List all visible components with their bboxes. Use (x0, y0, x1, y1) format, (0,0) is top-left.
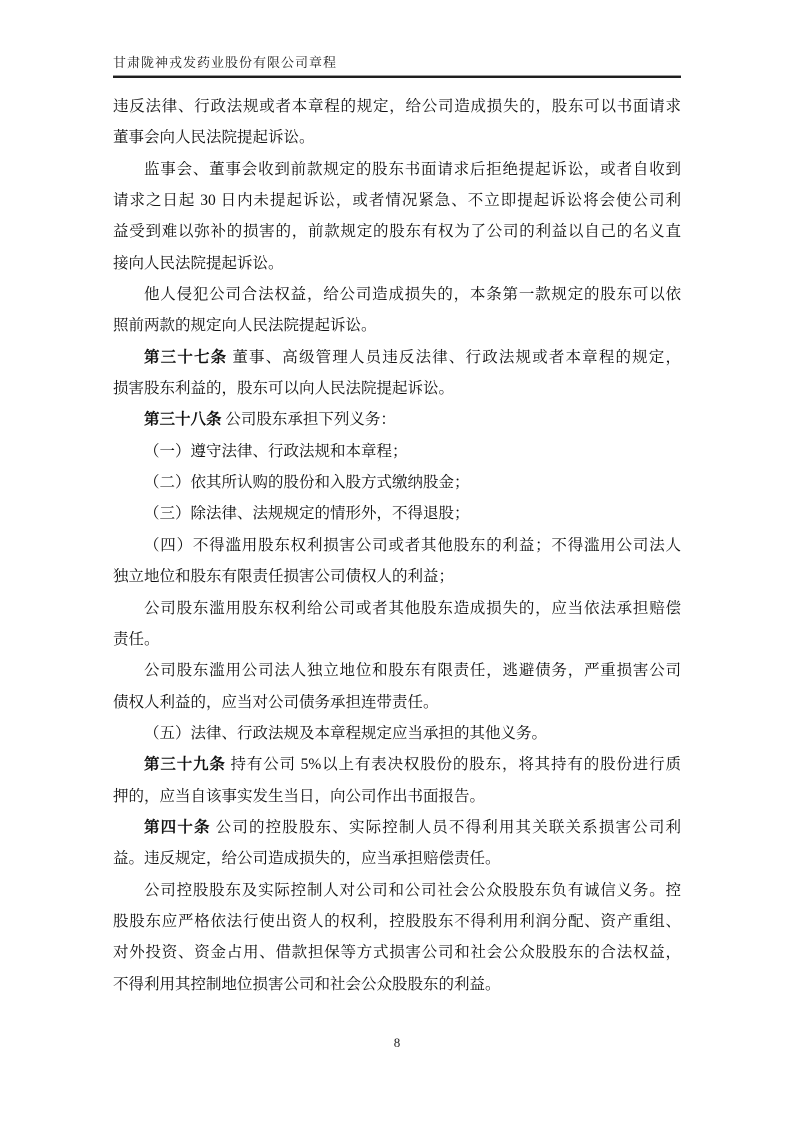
line-text: 债权人利益的，应当对公司债务承担连带责任。 (113, 693, 439, 711)
line-text: 公司股东承担下列义务： (221, 411, 396, 429)
line-text: 请求之日起 30 日内未提起诉讼，或者情况紧急、不立即提起诉讼将会使公司利 (113, 192, 681, 210)
text-line (113, 436, 681, 467)
line-text: 违反法律、行政法规或者本章程的规定，给公司造成损失的，股东可以书面请求 (113, 98, 681, 115)
text-line (113, 404, 681, 435)
article-term: 第三十九条 (144, 756, 226, 774)
line-text: 股股东应严格依法行使出资人的权利，控股股东不得利用利润分配、资产重组、 (113, 912, 681, 930)
text-line (113, 498, 681, 529)
document-body (113, 91, 681, 1000)
text-line (113, 749, 681, 780)
header-title: 甘肃陇神戎发药业股份有限公司章程 (113, 55, 338, 70)
text-line (113, 718, 681, 749)
line-text: 持有公司 5%以上有表决权股份的股东，将其持有的股份进行质 (225, 756, 681, 774)
text-line (113, 185, 681, 216)
article-term: 第四十条 (144, 818, 211, 836)
text-line (113, 216, 681, 247)
line-text: 公司股东滥用股东权利给公司或者其他股东造成损失的，应当依法承担赔偿 (144, 599, 681, 617)
header-rule (113, 75, 681, 78)
text-line (113, 530, 681, 561)
line-text: （三）除法律、法规规定的情形外，不得退股； (144, 505, 470, 523)
text-line (113, 655, 681, 686)
line-text: 监事会、董事会收到前款规定的股东书面请求后拒绝提起诉讼，或者自收到 (144, 160, 681, 178)
line-text: （五）法律、行政法规及本章程规定应当承担的其他义务。 (144, 724, 548, 742)
line-text: 益受到难以弥补的损害的，前款规定的股东有权为了公司的利益以自己的名义直 (113, 223, 681, 241)
line-text: （一）遵守法律、行政法规和本章程； (144, 442, 408, 460)
text-line (113, 154, 681, 185)
article-term: 第三十七条 (144, 348, 228, 366)
line-text: （二）依其所认购的股份和入股方式缴纳股金； (144, 474, 470, 492)
document-header (113, 54, 681, 78)
text-line (113, 279, 681, 310)
text-line (113, 467, 681, 498)
text-line (113, 906, 681, 937)
line-text: 独立地位和股东有限责任损害公司债权人的利益； (113, 568, 455, 586)
text-line (113, 624, 681, 655)
line-text: 益。违反规定，给公司造成损失的，应当承担赔偿责任。 (113, 850, 501, 868)
text-line (113, 342, 681, 373)
text-line (113, 91, 681, 122)
line-text: 接向人民法院提起诉讼。 (113, 254, 284, 272)
line-text: 他人侵犯公司合法权益，给公司造成损失的，本条第一款规定的股东可以依 (144, 286, 681, 304)
line-text: 公司的控股股东、实际控制人员不得利用其关联关系损害公司利 (210, 818, 681, 836)
line-text: 损害股东利益的，股东可以向人民法院提起诉讼。 (113, 380, 455, 398)
line-text: 公司控股股东及实际控制人对公司和公司社会公众股股东负有诚信义务。控 (144, 881, 681, 899)
line-text: （四）不得滥用股东权利损害公司或者其他股东的利益；不得滥用公司法人 (144, 536, 681, 554)
text-line (113, 310, 681, 341)
line-text: 董事会向人民法院提起诉讼。 (113, 129, 315, 147)
text-line (113, 937, 681, 968)
line-text: 责任。 (113, 630, 160, 648)
text-line (113, 248, 681, 279)
text-line (113, 373, 681, 404)
line-text: 公司股东滥用公司法人独立地位和股东有限责任，逃避债务，严重损害公司 (144, 662, 681, 680)
text-line (113, 687, 681, 718)
text-line (113, 812, 681, 843)
line-text: 押的，应当自该事实发生当日，向公司作出书面报告。 (113, 787, 486, 805)
text-line (113, 875, 681, 906)
line-text: 照前两款的规定向人民法院提起诉讼。 (113, 317, 377, 335)
text-line (113, 122, 681, 153)
text-line (113, 781, 681, 812)
text-line (113, 843, 681, 874)
document-footer (0, 1034, 794, 1052)
line-text: 对外投资、资金占用、借款担保等方式损害公司和社会公众股股东的合法权益， (113, 944, 681, 962)
line-text: 董事、高级管理人员违反法律、行政法规或者本章程的规定， (227, 348, 681, 366)
article-term: 第三十八条 (144, 411, 222, 429)
page-number: 8 (393, 1035, 401, 1050)
text-line (113, 593, 681, 624)
text-line (113, 969, 681, 1000)
line-text: 不得利用其控制地位损害公司和社会公众股股东的利益。 (113, 975, 501, 993)
text-line (113, 561, 681, 592)
